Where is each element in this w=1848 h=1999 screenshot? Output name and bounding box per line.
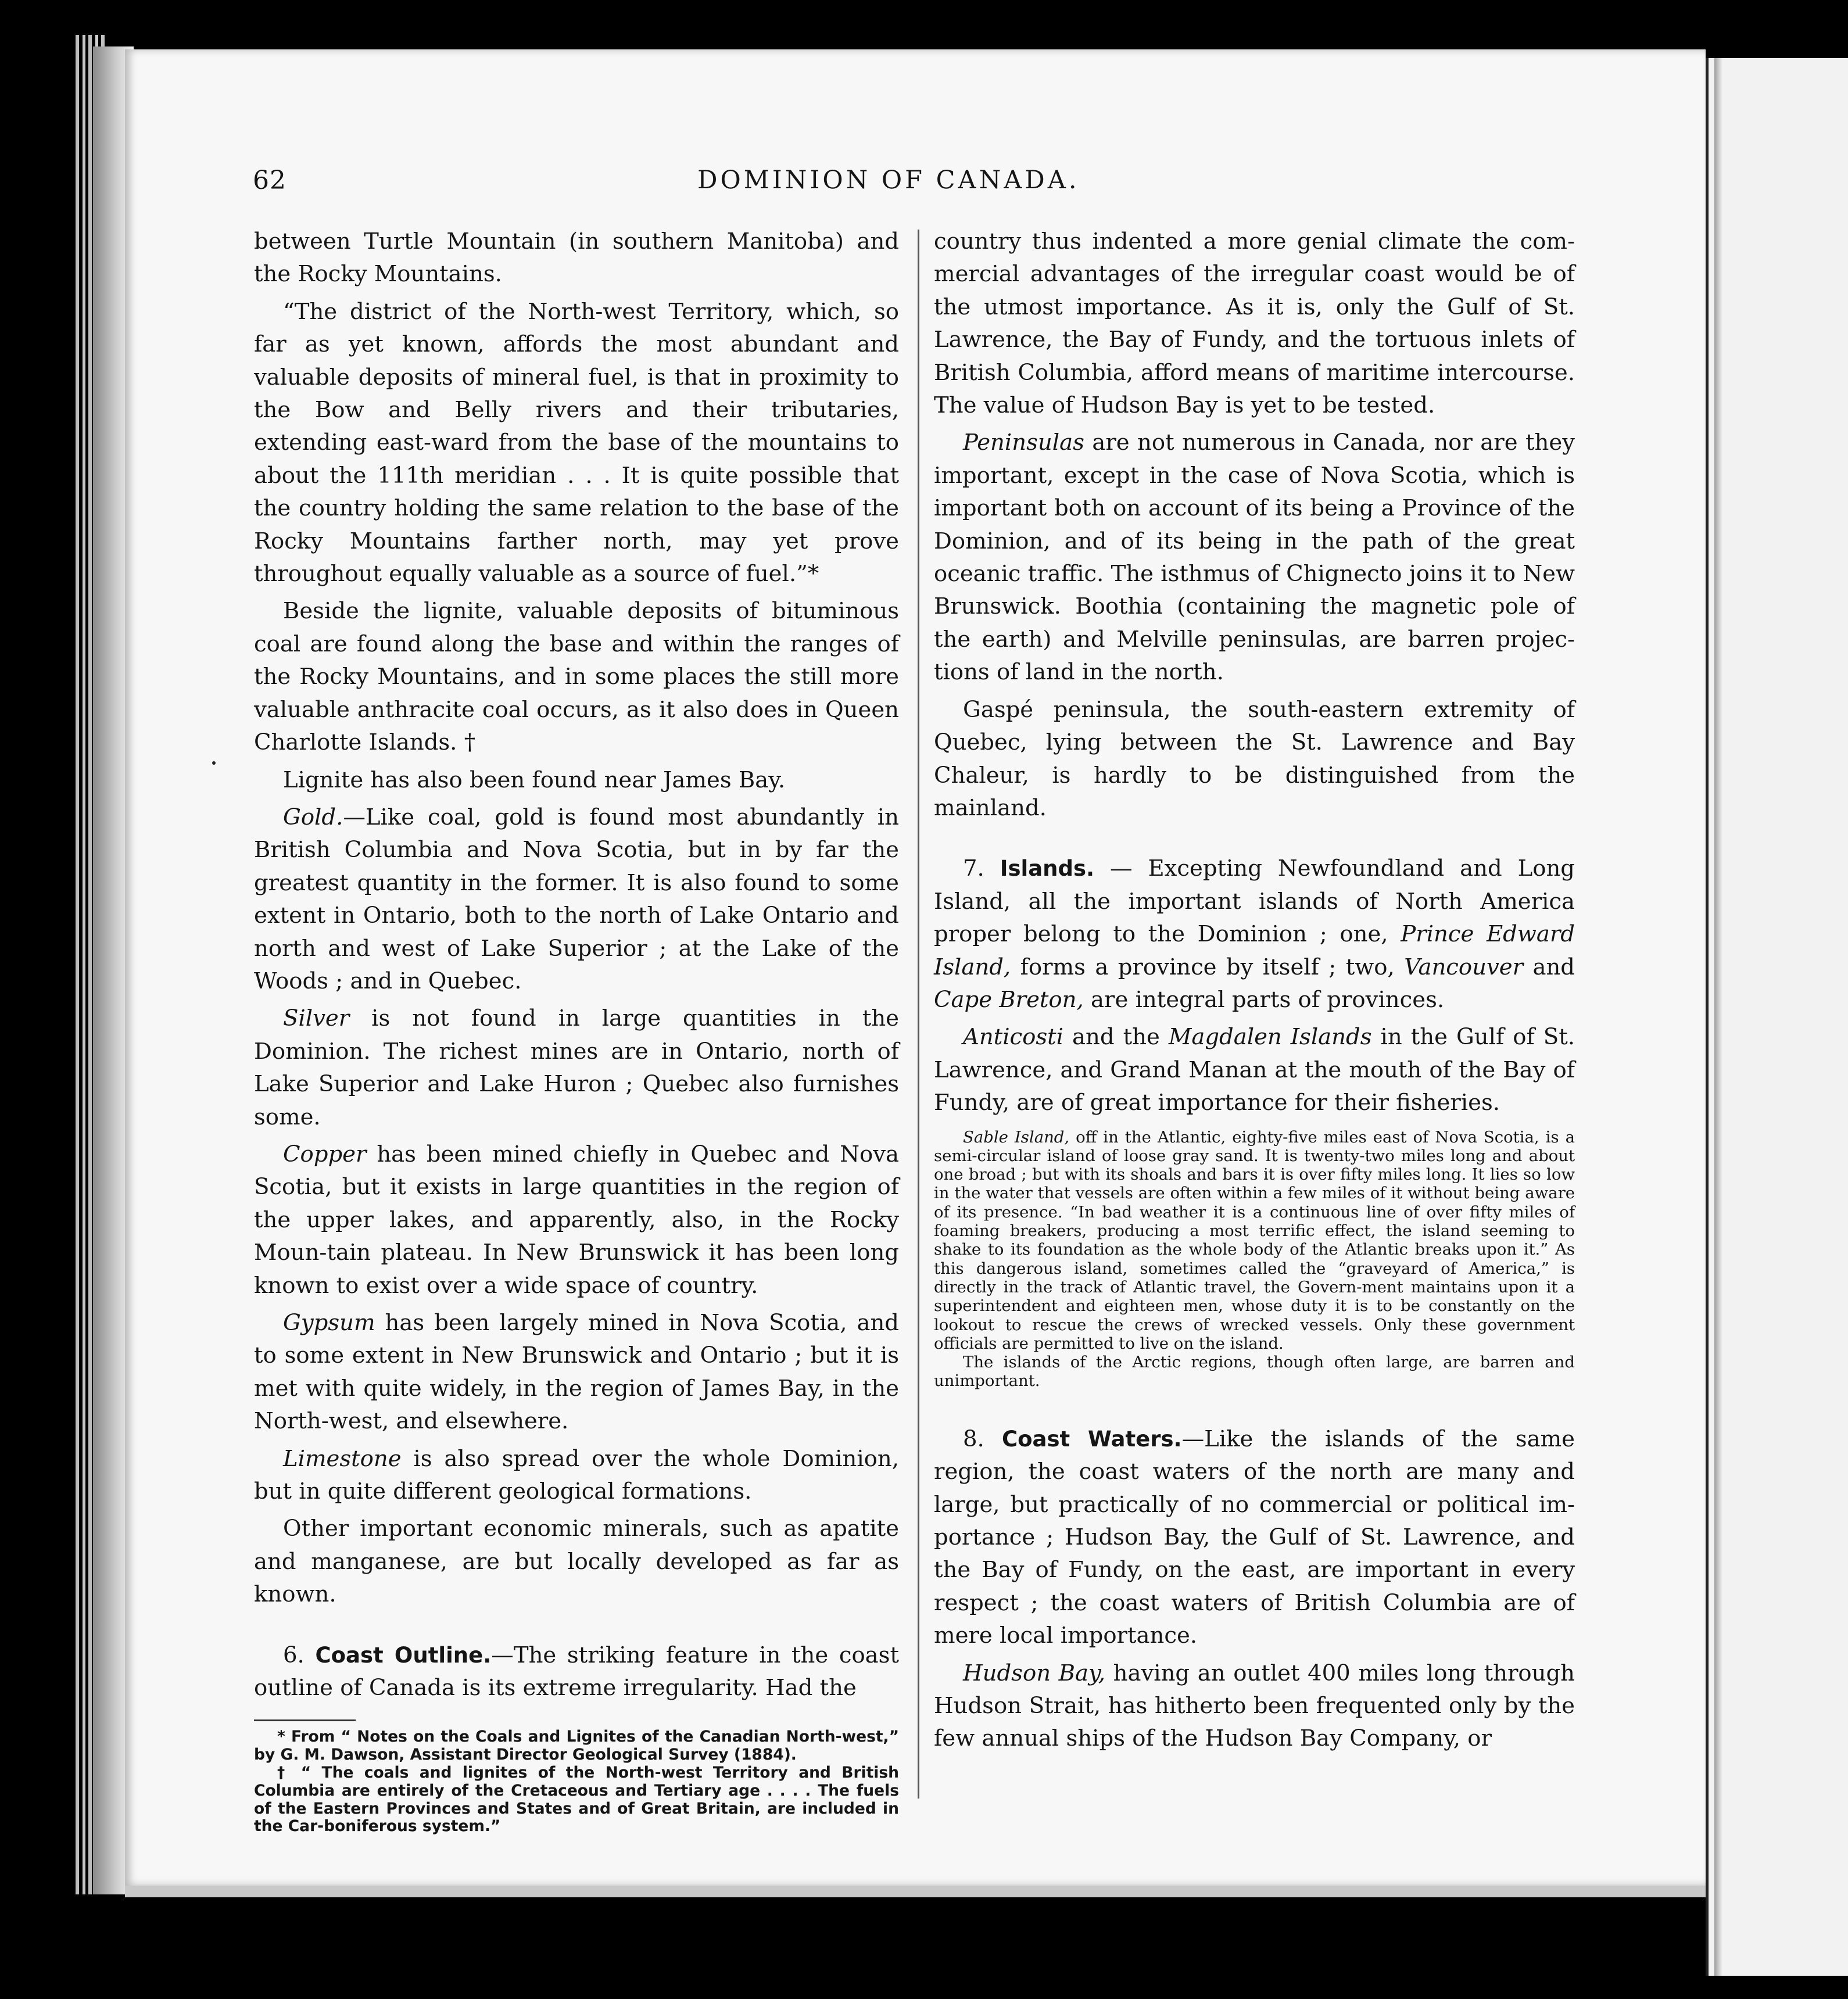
paragraph: country thus indented a more genial climate the com-mercial advantages of the irregular coast would be of the utmost importance. As it is, only the Gulf of St. Lawrence, the Bay of Fundy, and the tortuous inlets of British Columbia, afford means of maritime intercourse. The value of Hudson Bay is yet to be tested.	[934, 228, 1575, 419]
silver-paragraph: Silver is not found in large quantities in the Dominion. The richest mines are in Ontario, north of Lake Superior and Lake Huron ; Quebec also furnishes some.	[254, 1005, 899, 1130]
column-divider	[918, 230, 919, 1799]
quote-paragraph: “The district of the North-west Territory, which, so far as yet known, affords the most abundant and valuable deposits of mineral fuel, is that in proximity to the Bow and Belly rivers and their tributaries, extending east-ward from the base of the mountains to about the 111th meridian . . . It is quite possible that the country holding the same relation to the base of the Rocky Mountains farther north, may yet prove throughout equally valuable as a source of fuel.”*	[254, 298, 899, 587]
footnote-rule	[254, 1719, 356, 1721]
small-paragraph: The islands of the Arctic regions, though often large, are barren and unimportant.	[934, 1353, 1575, 1391]
sable-island-note	[934, 1128, 1575, 1391]
copper-term: Copper	[283, 1141, 367, 1167]
limestone-paragraph: Limestone is also spread over the whole Dominion, but in quite different geological formations.	[254, 1445, 899, 1505]
gold-term: Gold.	[283, 804, 343, 830]
gypsum-paragraph: Gypsum has been largely mined in Nova Scotia, and to some extent in New Brunswick and Ontario ; but it is met with quite widely, in the region of James Bay, in the North-west, and elsewhere.	[254, 1310, 899, 1435]
gypsum-term: Gypsum	[283, 1310, 375, 1336]
peninsulas-paragraph: Peninsulas are not numerous in Canada, nor are they important, except in the case of Nova Scotia, which is important both on account of its being a Province of the Dominion, and of its being in the path of the great oceanic traffic. The isthmus of Chignecto joins it to New Brunswick. Boothia (containing the magnetic pole of the earth) and Melville peninsulas, are barren projec-tions of land in the north.	[934, 429, 1575, 686]
paragraph: Gaspé peninsula, the south-eastern extremity of Quebec, lying between the St. Lawrence and Bay Chaleur, is hardly to be distinguished from the mainland.	[934, 696, 1575, 821]
section-heading: Coast Outline.	[315, 1642, 492, 1668]
small-paragraph: Sable Island, off in the Atlantic, eighty-five miles east of Nova Scotia, is a semi-circular island of loose gray sand. It is twenty-two miles long and about one broad ; but with its shoals and bars it is over fifty miles long. It lies so low in the water that vessels are often within a few miles of it without being aware of its presence. “In bad weather it is a continuous line of over fifty miles of foaming breakers, producing a most terrific effect, the island seeming to shake to its foundation as the whole body of the Atlantic breaks upon it.” As this dangerous island, sometimes called the “graveyard of America,” is directly in the track of Atlantic travel, the Govern-ment maintains upon it a superintendent and eighteen men, whose duty it is to be constantly on the lookout to rescue the crews of wrecked vessels. Only these government officials are permitted to live on the island.	[934, 1127, 1575, 1353]
silver-term: Silver	[283, 1005, 350, 1032]
page-number: 62	[253, 166, 286, 195]
limestone-term: Limestone	[283, 1445, 402, 1472]
footnote: † “ The coals and lignites of the North-west Territory and British Columbia are entirely of the Cretaceous and Tertiary age . . . . The fuels of the Eastern Provinces and States and of Great Britain, are included in the Car-boniferous system.”	[254, 1764, 899, 1836]
paragraph: Other important economic minerals, such as apatite and manganese, are but locally developed as far as known.	[254, 1516, 899, 1608]
left-column	[254, 225, 899, 1836]
gold-paragraph: Gold.—Like coal, gold is found most abundantly in British Columbia and Nova Scotia, but in by far the greatest quantity in the former. It is also found to some extent in Ontario, both to the north of Lake Ontario and north and west of Lake Superior ; at the Lake of the Woods ; and in Quebec.	[254, 804, 899, 994]
facing-page-edge	[1706, 58, 1848, 1976]
page-bottom-edge	[125, 1886, 1706, 1897]
section-heading: Islands.	[1000, 856, 1095, 882]
paragraph: between Turtle Mountain (in southern Manitoba) and the Rocky Mountains.	[254, 228, 899, 288]
running-title: DOMINION OF CANADA.	[697, 166, 1080, 195]
peninsulas-term: Peninsulas	[963, 429, 1084, 456]
footnote: * From “ Notes on the Coals and Lignites of the Canadian North-west,” by G. M. Dawson, Assistant Director Geological Survey (1884).	[254, 1728, 899, 1764]
section-heading: Coast Waters.	[1001, 1426, 1182, 1452]
anticosti-paragraph: Anticosti and the Magdalen Islands in the Gulf of St. Lawrence, and Grand Manan at the mouth of the Bay of Fundy, are of great importance for their fisheries.	[934, 1024, 1575, 1116]
section-islands: 7. Islands. — Excepting Newfoundland and Long Island, all the important islands of North America proper belong to the Dominion ; one, Prince Edward Island, forms a province by itself ; two, Vancouver and Cape Breton, are integral parts of provinces.	[934, 855, 1575, 1013]
paragraph: Beside the lignite, valuable deposits of bituminous coal are found along the base and within the ranges of the Rocky Mountains, and in some places the still more valuable anthracite coal occurs, as it also does in Queen Charlotte Islands. †	[254, 598, 899, 756]
section-coast-waters: 8. Coast Waters.—Like the islands of the same region, the coast waters of the north are many and large, but practically of no commercial or political im-portance ; Hudson Bay, the Gulf of St. Lawrence, and the Bay of Fundy, on the east, are important in every respect ; the coast waters of British Columbia are of mere local importance.	[934, 1425, 1575, 1649]
hudson-bay-paragraph: Hudson Bay, having an outlet 400 miles long through Hudson Strait, has hitherto been frequented only by the few annual ships of the Hudson Bay Company, or	[934, 1660, 1575, 1752]
paragraph: Lignite has also been found near James Bay.	[283, 766, 786, 793]
copper-paragraph: Copper has been mined chiefly in Quebec and Nova Scotia, but it exists in large quantities in the region of the upper lakes, and apparently, also, in the Rocky Moun-tain plateau. In New Brunswick it has been long known to exist over a wide space of country.	[254, 1141, 899, 1299]
section-coast-outline: 6. Coast Outline.—The striking feature in the coast outline of Canada is its extreme irregularity. Had the	[254, 1642, 899, 1701]
margin-speck	[212, 761, 216, 765]
right-column	[934, 225, 1575, 1760]
